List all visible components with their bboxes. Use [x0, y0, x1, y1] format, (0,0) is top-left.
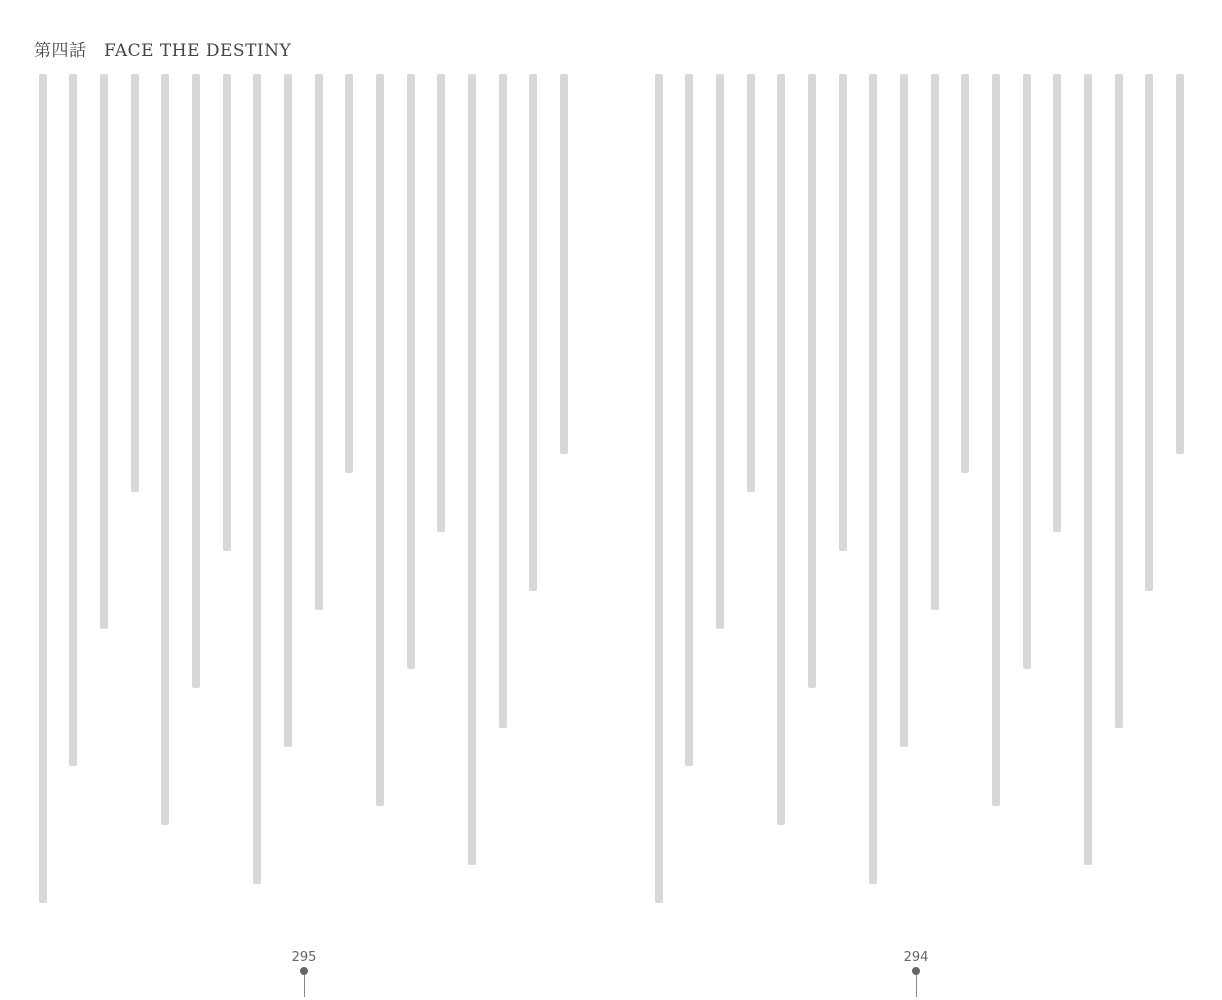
text-column: [67, 74, 86, 924]
text-column: [159, 74, 178, 924]
text-column: [189, 74, 208, 924]
text-column: [557, 74, 576, 924]
folio-line: [916, 975, 917, 997]
folio-line: [304, 975, 305, 997]
text-column: [1020, 74, 1039, 924]
folio-dot-icon: [912, 967, 920, 975]
text-column: [373, 74, 392, 924]
text-column: [928, 74, 947, 924]
text-column: [404, 74, 423, 924]
text-column: [1173, 74, 1192, 924]
text-column: [1143, 74, 1162, 924]
text-column: [36, 74, 55, 924]
text-column: [220, 74, 239, 924]
text-column: [713, 74, 732, 924]
text-column: [959, 74, 978, 924]
text-column: [97, 74, 116, 924]
text-column: [343, 74, 362, 924]
page-number-left: 295: [284, 950, 324, 997]
text-column: [836, 74, 855, 924]
text-column: [496, 74, 515, 924]
page-left-text-block: [36, 74, 576, 924]
text-column: [652, 74, 671, 924]
text-column: [775, 74, 794, 924]
text-column: [744, 74, 763, 924]
running-head: 第四話 FACE THE DESTINY: [34, 41, 292, 61]
text-column: [867, 74, 886, 924]
page-right-text-block: [652, 74, 1192, 924]
text-column: [312, 74, 331, 924]
text-column: [897, 74, 916, 924]
page-number-right: 294: [896, 950, 936, 997]
text-column: [683, 74, 702, 924]
text-column: [989, 74, 1008, 924]
text-column: [1081, 74, 1100, 924]
text-column: [465, 74, 484, 924]
text-column: [527, 74, 546, 924]
text-column: [1112, 74, 1131, 924]
text-column: [251, 74, 270, 924]
text-column: [281, 74, 300, 924]
text-column: [1051, 74, 1070, 924]
text-column: [435, 74, 454, 924]
text-column: [128, 74, 147, 924]
text-column: [805, 74, 824, 924]
folio-dot-icon: [300, 967, 308, 975]
